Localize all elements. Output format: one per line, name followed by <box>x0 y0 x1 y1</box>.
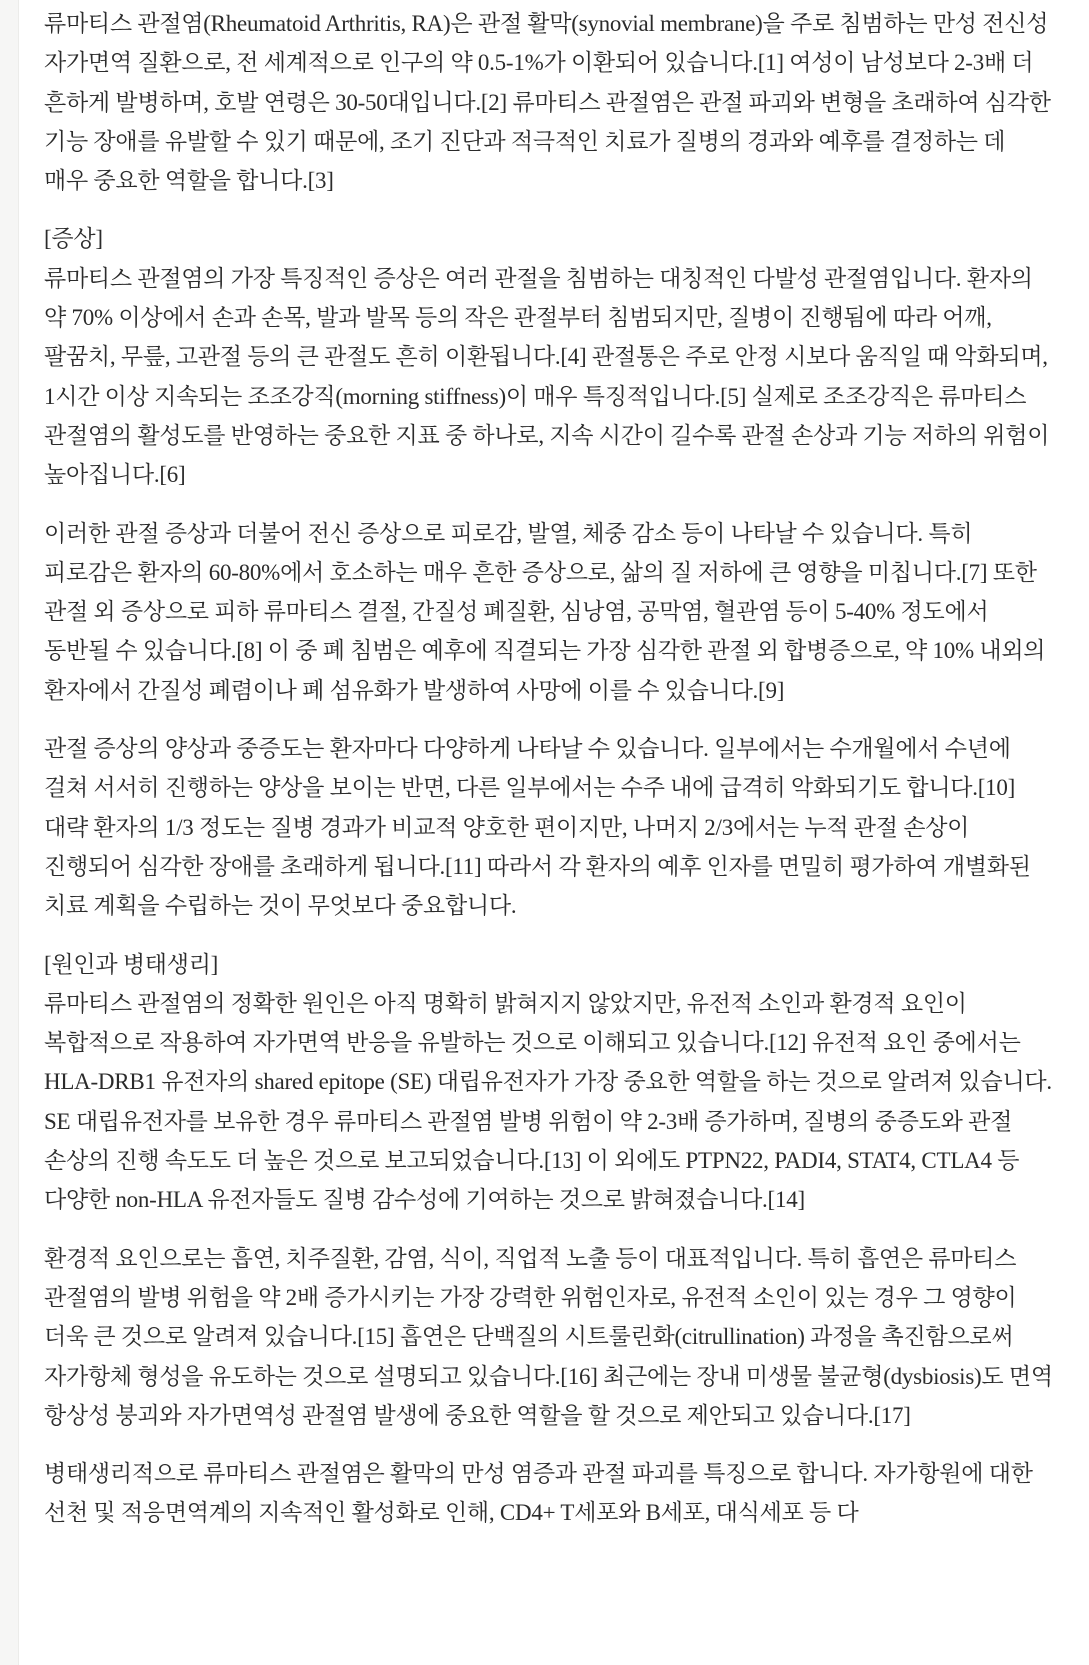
section-heading-causes: [원인과 병태생리] <box>44 951 219 977</box>
article-body <box>44 4 1054 1665</box>
paragraph-symptoms-course: 관절 증상의 양상과 중증도는 환자마다 다양하게 나타날 수 있습니다. 일부에서는 수개월에서 수년에 걸쳐 서서히 진행하는 양상을 보이는 반면, 다른 일부에서는 수주 내에 급격히 악화되기도 합니다.[10] 대략 환자의 1/3 정도는 질병 경과가 비교적 양호한 편이지만, 나머지 2/3에서는 누적 관절 손상이 진행되어 심각한 장애를 초래하게 됩니다.[11] 따라서 각 환자의 예후 인자를 면밀히 평가하여 개별화된 치료 계획을 수립하는 것이 무엇보다 중요합니다. <box>44 736 1031 919</box>
paragraph-causes-environmental: 환경적 요인으로는 흡연, 치주질환, 감염, 식이, 직업적 노출 등이 대표적입니다. 특히 흡연은 류마티스 관절염의 발병 위험을 약 2배 증가시키는 가장 강력한 위험인자로, 유전적 소인이 있는 경우 그 영향이 더욱 큰 것으로 알려져 있습니다.[15] 흡연은 단백질의 시트룰린화(citrullination) 과정을 촉진함으로써 자가항체 형성을 유도하는 것으로 설명되고 있습니다.[16] 최근에는 장내 미생물 불균형(dysbiosis)도 면역 항상성 붕괴와 자가면역성 관절염 발생에 중요한 역할을 할 것으로 제안되고 있습니다.[17] <box>44 1245 1053 1428</box>
paragraph-symptoms-joints: 류마티스 관절염의 가장 특징적인 증상은 여러 관절을 침범하는 대칭적인 다발성 관절염입니다. 환자의 약 70% 이상에서 손과 손목, 발과 발목 등의 작은 관절부터 침범되지만, 질병이 진행됨에 따라 어깨, 팔꿈치, 무릎, 고관절 등의 큰 관절도 흔히 이환됩니다.[4] 관절통은 주로 안정 시보다 움직일 때 악화되며, 1시간 이상 지속되는 조조강직(morning stiffness)이 매우 특징적입니다.[5] 실제로 조조강직은 류마티스 관절염의 활성도를 반영하는 중요한 지표 중 하나로, 지속 시간이 길수록 관절 손상과 기능 저하의 위험이 높아집니다.[6] <box>44 265 1050 488</box>
paragraph-symptoms-systemic: 이러한 관절 증상과 더불어 전신 증상으로 피로감, 발열, 체중 감소 등이 나타날 수 있습니다. 특히 피로감은 환자의 60-80%에서 호소하는 매우 흔한 증상으로, 삶의 질 저하에 큰 영향을 미칩니다.[7] 또한 관절 외 증상으로 피하 류마티스 결절, 간질성 폐질환, 심낭염, 공막염, 혈관염 등이 5-40% 정도에서 동반될 수 있습니다.[8] 이 중 폐 침범은 예후에 직결되는 가장 심각한 관절 외 합병증으로, 약 10% 내외의 환자에서 간질성 폐렴이나 폐 섬유화가 발생하여 사망에 이를 수 있습니다.[9] <box>44 520 1046 703</box>
paragraph-intro: 류마티스 관절염(Rheumatoid Arthritis, RA)은 관절 활막(synovial membrane)을 주로 침범하는 만성 전신성 자가면역 질환으로, 전 세계적으로 인구의 약 0.5-1%가 이환되어 있습니다.[1] 여성이 남성보다 2-3배 더 흔하게 발병하며, 호발 연령은 30-50대입니다.[2] 류마티스 관절염은 관절 파괴와 변형을 초래하여 심각한 기능 장애를 유발할 수 있기 때문에, 조기 진단과 적극적인 치료가 질병의 경과와 예후를 결정하는 데 매우 중요한 역할을 합니다.[3] <box>44 11 1051 194</box>
left-gutter <box>0 0 19 1665</box>
paragraph-causes-genetic: 류마티스 관절염의 정확한 원인은 아직 명확히 밝혀지지 않았지만, 유전적 소인과 환경적 요인이 복합적으로 작용하여 자가면역 반응을 유발하는 것으로 이해되고 있습니다.[12] 유전적 요인 중에서는 HLA-DRB1 유전자의 shared epitope (SE) 대립유전자가 가장 중요한 역할을 하는 것으로 알려져 있습니다. SE 대립유전자를 보유한 경우 류마티스 관절염 발병 위험이 약 2-3배 증가하며, 질병의 중증도와 관절 손상의 진행 속도도 더 높은 것으로 보고되었습니다.[13] 이 외에도 PTPN22, PADI4, STAT4, CTLA4 등 다양한 non-HLA 유전자들도 질병 감수성에 기여하는 것으로 밝혀졌습니다.[14] <box>44 990 1052 1213</box>
paragraph-pathophysiology: 병태생리적으로 류마티스 관절염은 활막의 만성 염증과 관절 파괴를 특징으로 합니다. 자가항원에 대한 선천 및 적응면역계의 지속적인 활성화로 인해, CD4+ T세포와 B세포, 대식세포 등 다 <box>44 1461 1033 1526</box>
section-heading-symptoms: [증상] <box>44 226 103 252</box>
